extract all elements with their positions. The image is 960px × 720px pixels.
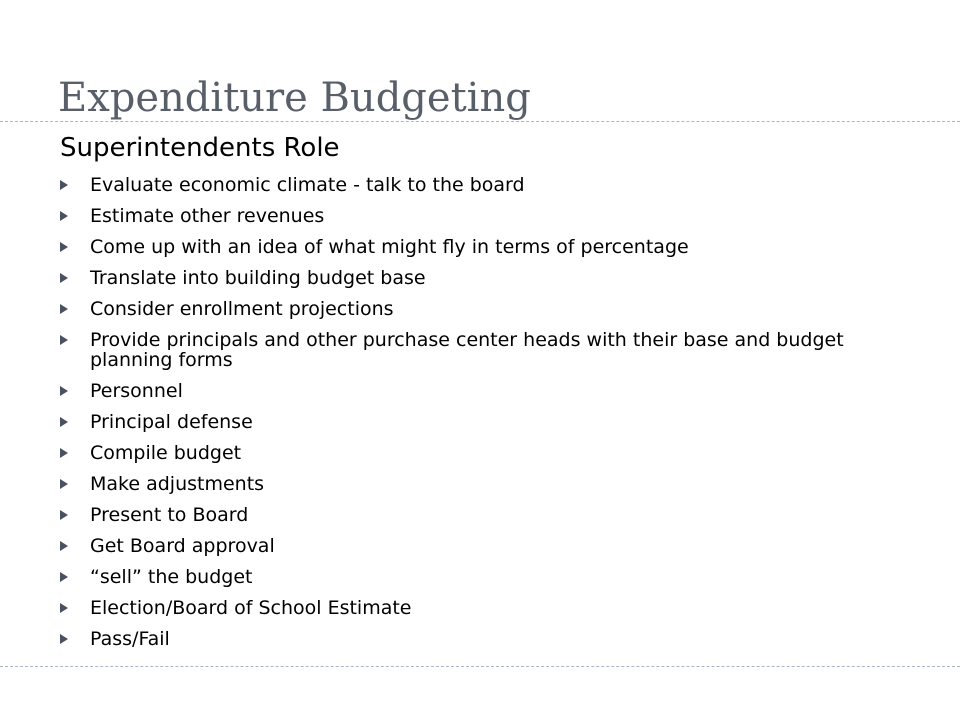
triangle-right-icon — [60, 572, 68, 582]
list-item-text: Consider enrollment projections — [90, 298, 394, 320]
triangle-right-icon — [60, 242, 68, 252]
list-item — [56, 266, 916, 288]
triangle-right-icon — [60, 634, 68, 644]
triangle-right-icon — [60, 479, 68, 489]
list-item-text: Present to Board — [90, 504, 249, 526]
list-item-text: Personnel — [90, 380, 183, 402]
triangle-right-icon — [60, 386, 68, 396]
list-item — [56, 297, 916, 319]
list-item — [56, 235, 916, 257]
list-item — [56, 204, 916, 226]
list-item-text: Compile budget — [90, 442, 242, 464]
slide-subtitle: Superintendents Role — [60, 133, 340, 163]
list-item — [56, 565, 916, 587]
title-divider — [0, 121, 960, 122]
list-item-text: Translate into building budget base — [90, 267, 426, 289]
list-item-text: Provide principals and other purchase center heads with their base and budget planning forms — [90, 329, 844, 371]
list-item — [56, 328, 916, 370]
list-item — [56, 472, 916, 494]
list-item-text: Election/Board of School Estimate — [90, 597, 412, 619]
triangle-right-icon — [60, 510, 68, 520]
bottom-divider — [0, 666, 960, 667]
list-item — [56, 173, 916, 195]
triangle-right-icon — [60, 211, 68, 221]
list-item-text: Get Board approval — [90, 535, 275, 557]
list-item-text: Evaluate economic climate - talk to the board — [90, 174, 525, 196]
triangle-right-icon — [60, 304, 68, 314]
list-item — [56, 534, 916, 556]
list-item-text: Pass/Fail — [90, 628, 170, 650]
list-item — [56, 379, 916, 401]
triangle-right-icon — [60, 417, 68, 427]
list-item — [56, 410, 916, 432]
list-item-text: Estimate other revenues — [90, 205, 325, 227]
list-item-text: “sell” the budget — [90, 566, 253, 588]
list-item — [56, 441, 916, 463]
list-item-text: Come up with an idea of what might fly in terms of percentage — [90, 236, 689, 258]
bullet-list — [56, 173, 916, 658]
list-item-text: Principal defense — [90, 411, 253, 433]
triangle-right-icon — [60, 335, 68, 345]
triangle-right-icon — [60, 448, 68, 458]
triangle-right-icon — [60, 180, 68, 190]
list-item-text: Make adjustments — [90, 473, 265, 495]
list-item — [56, 596, 916, 618]
slide-title: Expenditure Budgeting — [58, 75, 531, 121]
triangle-right-icon — [60, 541, 68, 551]
list-item — [56, 503, 916, 525]
list-item — [56, 627, 916, 649]
triangle-right-icon — [60, 603, 68, 613]
triangle-right-icon — [60, 273, 68, 283]
